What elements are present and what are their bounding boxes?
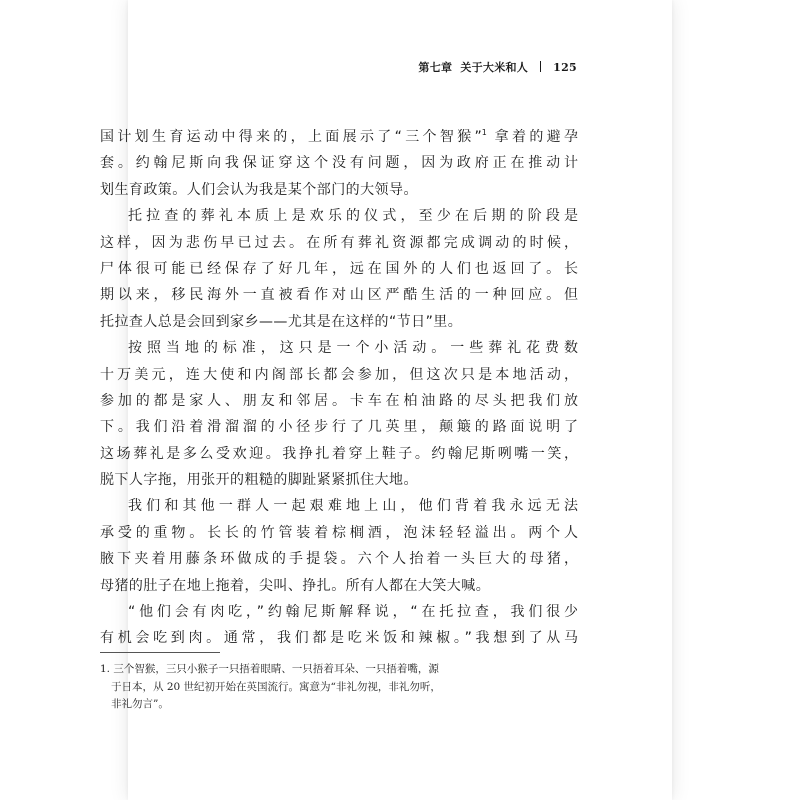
- running-header: [418, 59, 577, 75]
- text-line: 承受的重物。长长的竹管装着棕榈酒，泡沫轻轻溢出。两个人: [100, 524, 578, 541]
- chapter-number: 第七章: [418, 61, 453, 74]
- text-line: 参加的都是家人、朋友和邻居。卡车在柏油路的尽头把我们放: [100, 392, 578, 409]
- footnote-line: 非礼勿言”。: [111, 698, 169, 710]
- text-line: 划生育政策。人们会认为我是某个部门的大领导。: [100, 181, 418, 198]
- page-number: 125: [553, 61, 577, 74]
- text-line: [100, 124, 578, 150]
- text-span: 拿着的避孕: [486, 129, 578, 145]
- footnote-rule: [100, 652, 220, 653]
- header-divider: [540, 61, 541, 72]
- text-line: 套。约翰尼斯向我保证穿这个没有问题，因为政府正在推动计: [100, 155, 578, 172]
- footnote-line: 于日本，从 20 世纪初开始在英国流行。寓意为“非礼勿视，非礼勿听，: [111, 680, 441, 693]
- text-line: 尸体很可能已经保存了好几年，远在国外的人们也返回了。长: [100, 260, 578, 277]
- text-line: 托拉查的葬礼本质上是欢乐的仪式，至少在后期的阶段是: [128, 208, 578, 225]
- text-line: 我们和其他一群人一起艰难地上山，他们背着我永远无法: [128, 498, 578, 515]
- body-text: [100, 124, 578, 652]
- text-line: 母猪的肚子在地上拖着，尖叫、挣扎。所有人都在大笑大喊。: [100, 577, 491, 594]
- text-line: 腋下夹着用藤条环做成的手提袋。六个人抬着一头巨大的母猪，: [100, 551, 578, 568]
- chapter-title: 关于大米和人: [460, 61, 529, 74]
- text-line: 期以来，移民海外一直被看作对山区严酷生活的一种回应。但: [100, 287, 578, 304]
- text-line: 这场葬礼是多么受欢迎。我挣扎着穿上鞋子。约翰尼斯咧嘴一笑，: [100, 445, 578, 462]
- footnote: [100, 661, 578, 714]
- text-line: 下。我们沿着滑溜溜的小径步行了几英里，颠簸的路面说明了: [100, 419, 578, 436]
- text-line: 十万美元，连大使和内阁部长都会参加，但这次只是本地活动，: [100, 366, 578, 383]
- text-span: 国计划生育运动中得来的，上面展示了“三个智猴”: [100, 129, 482, 145]
- footnote-line: 1. 三个智猴，三只小猴子一只捂着眼睛、一只捂着耳朵、一只捂着嘴，源: [100, 663, 439, 675]
- text-line: 托拉查人总是会回到家乡——尤其是在这样的“节日”里。: [100, 313, 463, 330]
- text-line: 这样，因为悲伤早已过去。在所有葬礼资源都完成调动的时候，: [100, 234, 578, 251]
- footnote-ref: 1: [481, 128, 487, 137]
- text-line: 脱下人字拖，用张开的粗糙的脚趾紧紧抓住大地。: [100, 472, 418, 489]
- text-line: 按照当地的标准，这只是一个小活动。一些葬礼花费数: [128, 340, 578, 357]
- text-line: “他们会有肉吃，”约翰尼斯解释说，“在托拉查，我们很少: [128, 604, 578, 621]
- text-line: 有机会吃到肉。通常，我们都是吃米饭和辣椒。”我想到了从马: [100, 630, 578, 647]
